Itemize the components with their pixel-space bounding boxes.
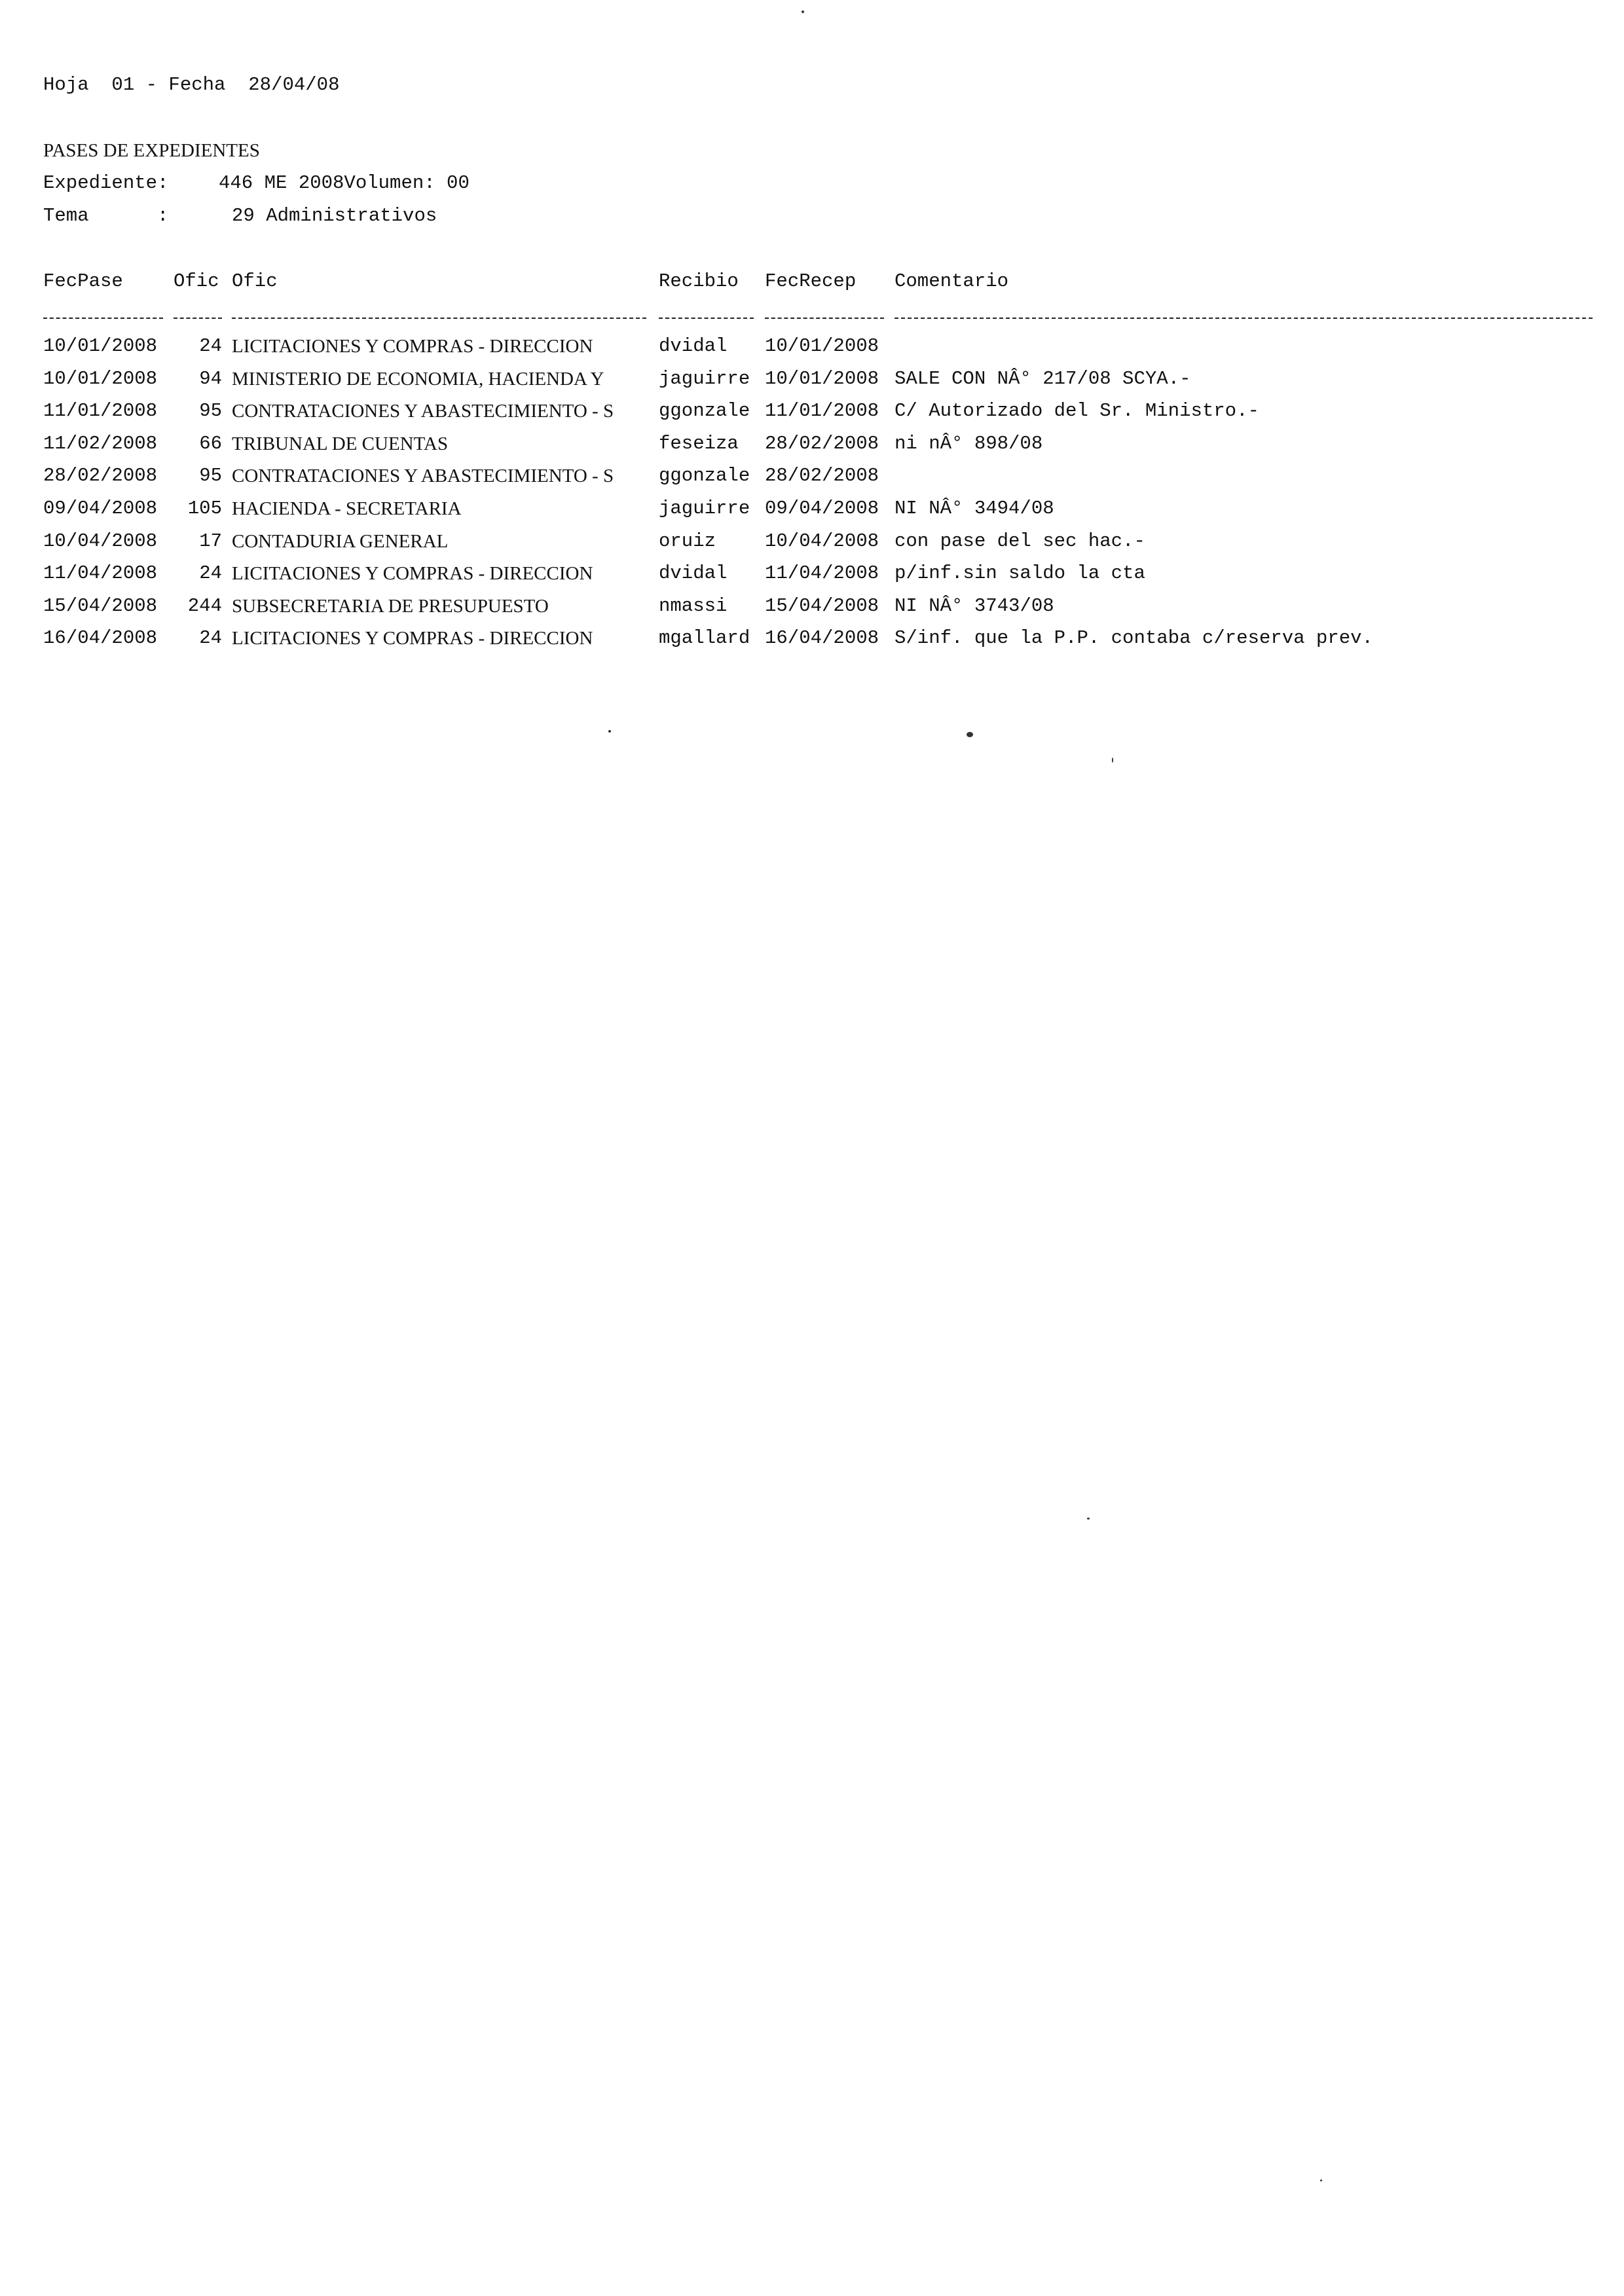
cell-fecrecep: 10/01/2008 (765, 368, 879, 390)
cell-recibio: jaguirre (659, 498, 750, 519)
scan-speck (1320, 2179, 1322, 2181)
scan-speck (967, 732, 973, 737)
scan-speck (1112, 757, 1113, 763)
cell-comentario: NI NÂ° 3494/08 (895, 498, 1054, 519)
cell-recibio: ggonzale (659, 465, 750, 486)
cell-fecpase: 15/04/2008 (43, 595, 158, 617)
scan-speck (1087, 1518, 1090, 1520)
cell-recibio: ggonzale (659, 400, 750, 422)
report-title: PASES DE EXPEDIENTES (43, 140, 260, 161)
cell-fecpase: 10/04/2008 (43, 530, 158, 552)
separator-ofic-num (174, 318, 222, 319)
column-header-fecpase: FecPase (43, 270, 123, 292)
cell-comentario: SALE CON NÂ° 217/08 SCYA.- (895, 368, 1191, 390)
cell-fecpase: 10/01/2008 (43, 335, 158, 357)
separator-fecrecep (765, 318, 884, 319)
sheet-date-line: Hoja 01 - Fecha 28/04/08 (43, 74, 340, 96)
cell-fecrecep: 09/04/2008 (765, 498, 879, 519)
cell-recibio: dvidal (659, 335, 728, 357)
cell-ofic-num: 66 (199, 433, 222, 454)
cell-ofic-num: 105 (187, 498, 222, 519)
cell-fecpase: 11/04/2008 (43, 562, 158, 584)
cell-comentario: NI NÂ° 3743/08 (895, 595, 1054, 617)
cell-recibio: dvidal (659, 562, 728, 584)
cell-fecrecep: 15/04/2008 (765, 595, 879, 617)
cell-recibio: oruiz (659, 530, 716, 552)
cell-comentario: con pase del sec hac.- (895, 530, 1145, 552)
cell-ofic-name: HACIENDA - SECRETARIA (232, 498, 462, 519)
cell-ofic-name: CONTRATACIONES Y ABASTECIMIENTO - S (232, 401, 614, 422)
cell-ofic-num: 95 (199, 400, 222, 422)
scan-speck (608, 730, 611, 733)
cell-comentario: S/inf. que la P.P. contaba c/reserva prev. (895, 627, 1373, 649)
cell-ofic-name: CONTADURIA GENERAL (232, 531, 449, 552)
expediente-value: 446 ME 2008Volumen: 00 (219, 172, 470, 194)
cell-fecpase: 09/04/2008 (43, 498, 158, 519)
tema-label: Tema : (43, 205, 169, 227)
cell-recibio: feseiza (659, 433, 739, 454)
cell-ofic-num: 94 (199, 368, 222, 390)
cell-fecrecep: 11/01/2008 (765, 400, 879, 422)
cell-fecpase: 11/02/2008 (43, 433, 158, 454)
cell-fecrecep: 16/04/2008 (765, 627, 879, 649)
cell-ofic-num: 24 (199, 335, 222, 357)
cell-ofic-num: 17 (199, 530, 222, 552)
tema-value: 29 Administrativos (232, 205, 437, 227)
cell-recibio: jaguirre (659, 368, 750, 390)
cell-fecrecep: 28/02/2008 (765, 433, 879, 454)
column-header-ofic-name: Ofic (232, 270, 278, 292)
cell-comentario: ni nÂ° 898/08 (895, 433, 1043, 454)
cell-ofic-name: LICITACIONES Y COMPRAS - DIRECCION (232, 628, 593, 649)
cell-fecpase: 16/04/2008 (43, 627, 158, 649)
cell-comentario: p/inf.sin saldo la cta (895, 562, 1145, 584)
cell-ofic-name: CONTRATACIONES Y ABASTECIMIENTO - S (232, 465, 614, 486)
cell-ofic-name: LICITACIONES Y COMPRAS - DIRECCION (232, 336, 593, 357)
cell-fecrecep: 28/02/2008 (765, 465, 879, 486)
cell-fecrecep: 10/01/2008 (765, 335, 879, 357)
separator-comentario (895, 318, 1593, 319)
cell-fecrecep: 10/04/2008 (765, 530, 879, 552)
cell-ofic-name: SUBSECRETARIA DE PRESUPUESTO (232, 596, 549, 617)
cell-ofic-name: LICITACIONES Y COMPRAS - DIRECCION (232, 563, 593, 584)
column-header-ofic-num: Ofic (174, 270, 219, 292)
cell-ofic-num: 24 (199, 627, 222, 649)
cell-recibio: nmassi (659, 595, 728, 617)
cell-ofic-name: MINISTERIO DE ECONOMIA, HACIENDA Y (232, 369, 604, 390)
cell-comentario: C/ Autorizado del Sr. Ministro.- (895, 400, 1259, 422)
column-header-comentario: Comentario (895, 270, 1009, 292)
cell-recibio: mgallard (659, 627, 750, 649)
scan-speck (802, 10, 804, 13)
separator-ofic-name (232, 318, 646, 319)
separator-recibio (659, 318, 754, 319)
cell-fecpase: 28/02/2008 (43, 465, 158, 486)
cell-fecrecep: 11/04/2008 (765, 562, 879, 584)
expediente-label: Expediente: (43, 172, 169, 194)
cell-fecpase: 11/01/2008 (43, 400, 158, 422)
cell-ofic-num: 244 (187, 595, 222, 617)
column-header-fecrecep: FecRecep (765, 270, 857, 292)
separator-fecpase (43, 318, 163, 319)
cell-fecpase: 10/01/2008 (43, 368, 158, 390)
column-header-recibio: Recibio (659, 270, 739, 292)
cell-ofic-num: 24 (199, 562, 222, 584)
cell-ofic-num: 95 (199, 465, 222, 486)
cell-ofic-name: TRIBUNAL DE CUENTAS (232, 433, 449, 454)
